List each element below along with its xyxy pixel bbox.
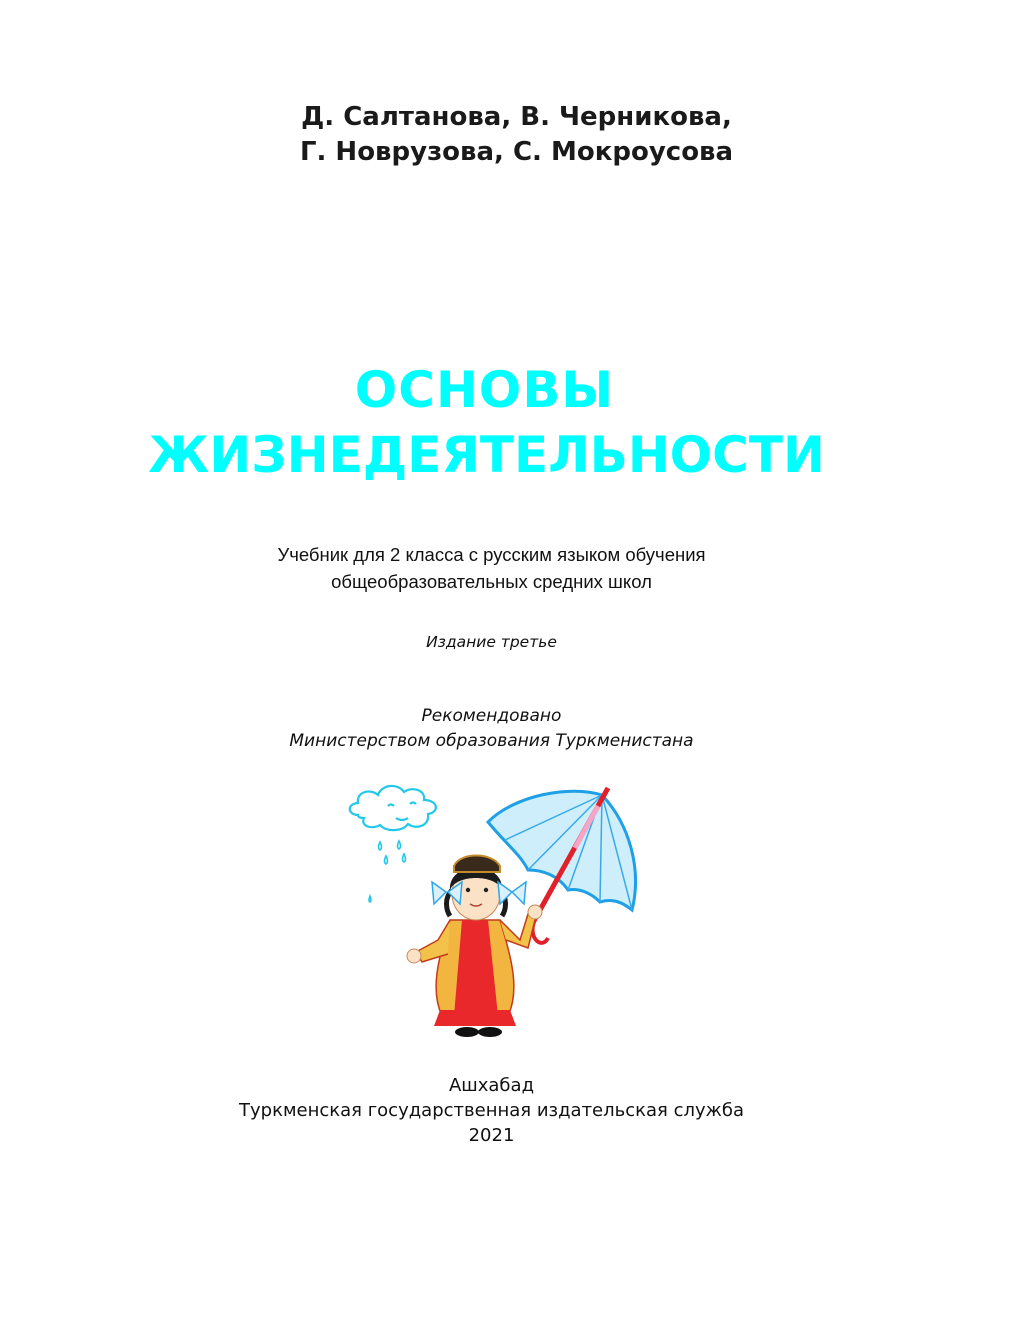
book-title-line-1: ОСНОВЫ — [354, 361, 615, 419]
recommendation-line-1: Рекомендовано — [421, 706, 562, 726]
book-title-line-2: ЖИЗНЕДЕЯТЕЛЬНОСТИ — [148, 426, 825, 484]
imprint-year: 2021 — [468, 1125, 515, 1146]
authors-block — [0, 100, 1033, 170]
subtitle-line-2: общеобразовательных средних школ — [331, 571, 652, 592]
raindrops — [369, 841, 406, 902]
subtitle-block — [0, 541, 1008, 595]
imprint-publisher: Туркменская государственная издательская служба — [239, 1100, 744, 1121]
cover-illustration — [330, 770, 660, 1040]
authors-line-1: Д. Салтанова, В. Черникова, — [301, 102, 732, 132]
authors-line-2: Г. Новрузова, С. Мокроусова — [299, 137, 734, 167]
umbrella-icon — [488, 788, 635, 943]
imprint-block — [0, 1073, 1008, 1148]
rain-cloud-icon — [350, 786, 436, 830]
imprint-city: Ашхабад — [448, 1075, 535, 1096]
recommendation-line-2: Министерством образования Туркменистана — [289, 731, 694, 751]
edition-note: Издание третье — [426, 633, 557, 651]
recommendation-block — [0, 704, 1008, 754]
girl-figure — [407, 856, 542, 1038]
subtitle-line-1: Учебник для 2 класса с русским языком обучения — [277, 544, 706, 565]
